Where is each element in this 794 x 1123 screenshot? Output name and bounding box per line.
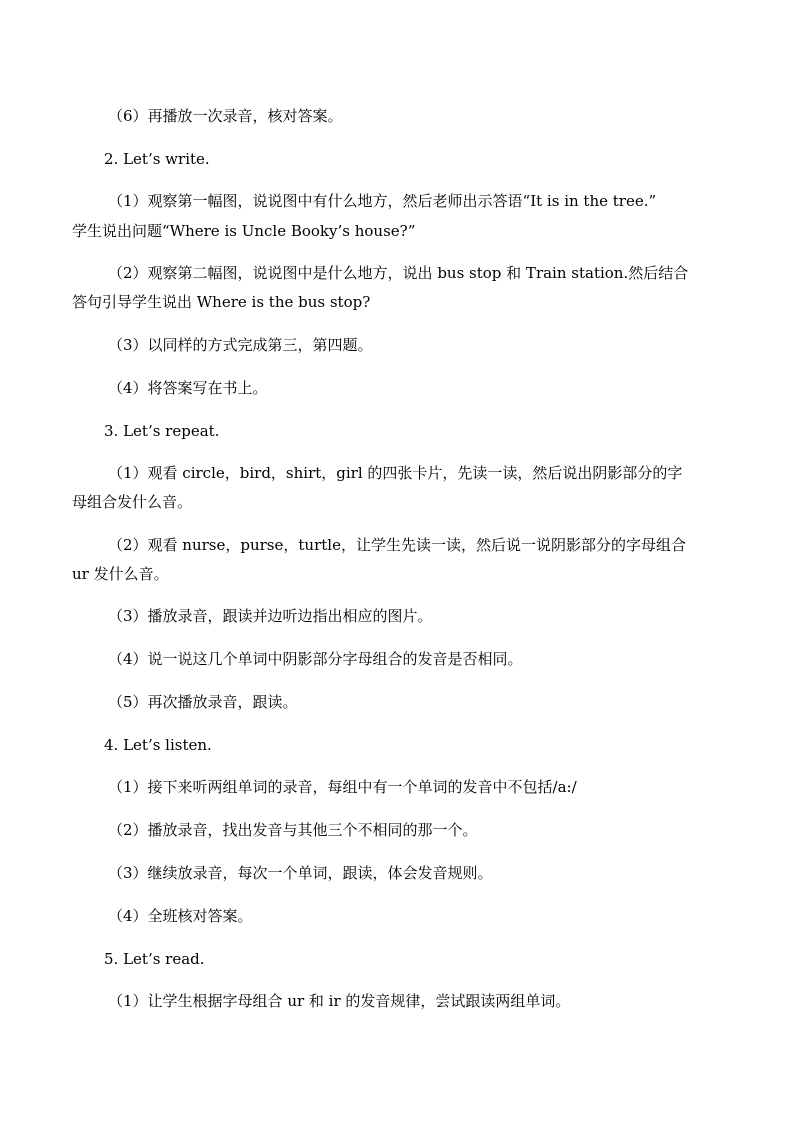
step-line: （5）再次播放录音，跟读。 bbox=[108, 693, 298, 711]
step-line: （2）观察第二幅图，说说图中是什么地方，说出 bus stop 和 Train station.然后结合 bbox=[108, 264, 689, 282]
step-line: （1）观看 circle，bird，shirt，girl 的四张卡片，先读一读，然后说出阴影部分的字 bbox=[108, 464, 683, 482]
step-line: （1）观察第一幅图，说说图中有什么地方，然后老师出示答语“It is in the tree.” bbox=[108, 192, 657, 210]
step-line: （2）播放录音，找出发音与其他三个不相同的那一个。 bbox=[108, 821, 478, 839]
step-line: （4）说一说这几个单词中阴影部分字母组合的发音是否相同。 bbox=[108, 650, 523, 668]
step-line: （3）播放录音，跟读并边听边指出相应的图片。 bbox=[108, 607, 433, 625]
step-line-continuation: 母组合发什么音。 bbox=[72, 493, 193, 511]
step-line: （1）接下来听两组单词的录音，每组中有一个单词的发音中不包括/a:/ bbox=[108, 778, 577, 796]
step-line: （2）观看 nurse，purse，turtle，让学生先读一读，然后说一说阴影部分的字母组合 bbox=[108, 536, 686, 554]
step-line: （4）全班核对答案。 bbox=[108, 907, 253, 925]
section-heading: 4. Let’s listen. bbox=[104, 736, 212, 754]
step-line-continuation: 学生说出问题“Where is Uncle Booky’s house?” bbox=[72, 222, 416, 240]
section-heading: 5. Let’s read. bbox=[104, 950, 205, 968]
step-line: （3）继续放录音，每次一个单词，跟读，体会发音规则。 bbox=[108, 864, 493, 882]
section-heading: 2. Let’s write. bbox=[104, 150, 210, 168]
step-line: （3）以同样的方式完成第三，第四题。 bbox=[108, 336, 373, 354]
section-heading: 3. Let’s repeat. bbox=[104, 422, 220, 440]
step-line-continuation: ur 发什么音。 bbox=[72, 565, 169, 583]
step-line: （4）将答案写在书上。 bbox=[108, 379, 268, 397]
step-line: （6）再播放一次录音，核对答案。 bbox=[108, 107, 343, 125]
step-line-continuation: 答句引导学生说出 Where is the bus stop? bbox=[72, 293, 371, 311]
step-line: （1）让学生根据字母组合 ur 和 ir 的发音规律，尝试跟读两组单词。 bbox=[108, 992, 571, 1010]
